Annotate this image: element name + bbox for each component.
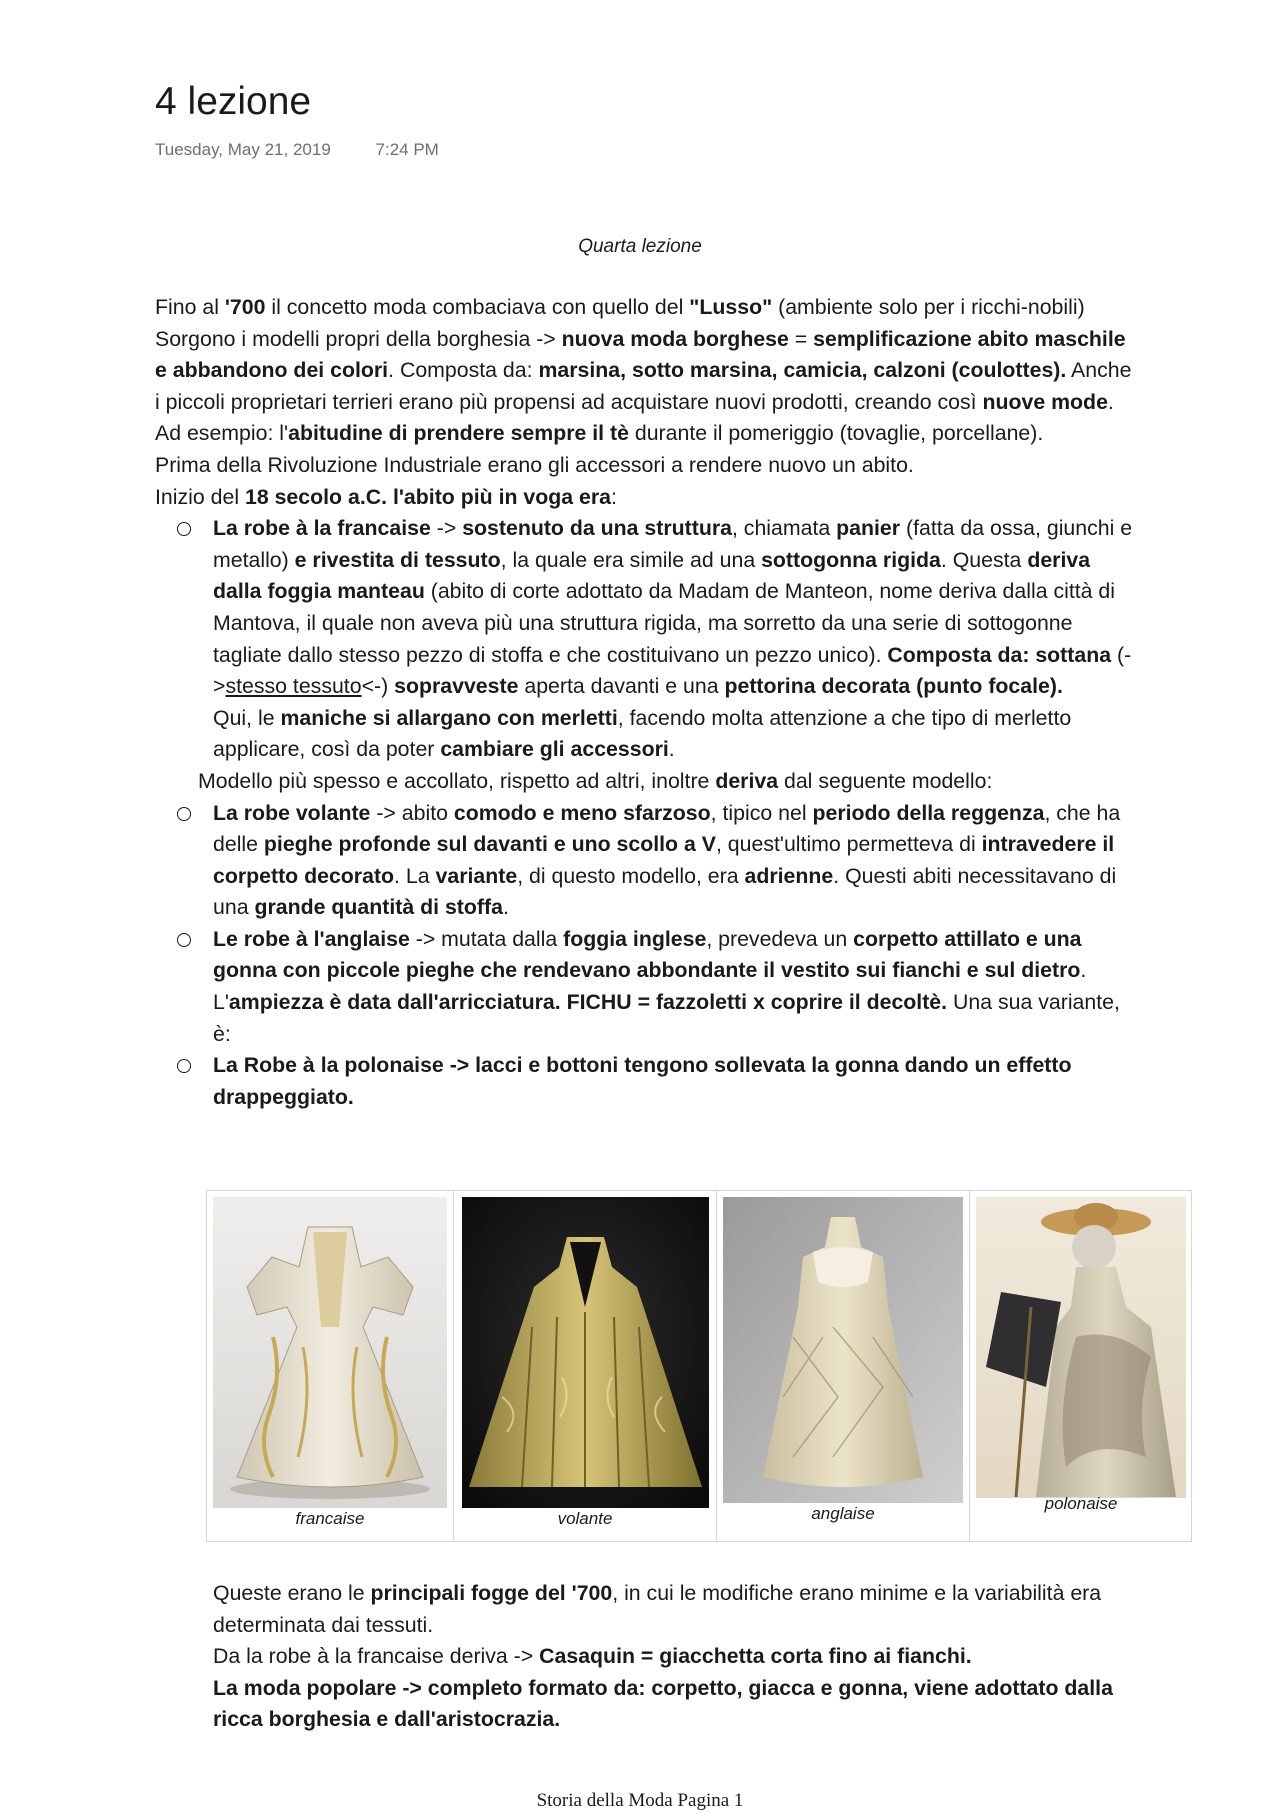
list-item-text: La robe à la francaise -> sostenuto da una struttura, chiamata panier (fatta da ossa, giunchi e metallo) e rivestita di tessuto, la quale era simile ad una sottogonna rigida. Questa deriva dalla foggia manteau (abito di corte adottato da Madam de Manteon, nome deriva dalla città di Mantova, il quale non aveva più una struttura rigida, ma sorretto da una serie di sottogonne tagliate dallo stesso pezzo di stoffa e che costituivano un pezzo unico). Composta da: sottana (->stesso tessuto<-) sopravveste aperta davanti e una pettorina decorata (punto focale). <box>213 516 1133 699</box>
list-item-volante <box>155 798 1135 924</box>
lesson-subtitle: Quarta lezione <box>578 236 702 257</box>
image-cell-polonaise <box>970 1191 1192 1541</box>
intro-paragraph: Fino al '700 il concetto moda combaciava con quello del "Lusso" (ambiente solo per i ricchi-nobili) Sorgono i modelli propri della borghesia -> nuova moda borghese = semplificazione abito maschile e abbandono dei colori. Composta da: marsina, sotto marsina, camicia, calzoni (coulottes). Anche i piccoli proprietari terrieri erano più propensi ad acquistare nuovi prodotti, creando così nuove mode. Ad esempio: l'abitudine di prendere sempre il tè durante il pomeriggio (tovaglie, porcellane). <box>155 295 1132 446</box>
anglaise-dress-photo <box>723 1197 963 1503</box>
outro-paragraph-3: La moda popolare -> completo formato da: corpetto, giacca e gonna, viene adottato dalla ricca borghesia e dall'aristocrazia. <box>213 1675 1113 1732</box>
circle-bullet-icon <box>177 1059 191 1073</box>
list-item-text: La robe volante -> abito comodo e meno sfarzoso, tipico nel periodo della reggenza, che ha delle pieghe profonde sul davanti e uno scollo a V, quest'ultimo permetteva di intravedere il corpetto decorato. La variante, di questo modello, era adrienne. Questi abiti necessitavano di una grande quantità di stoffa. <box>213 800 1121 920</box>
dress-list <box>155 798 1135 1114</box>
caption-anglaise: anglaise <box>811 1504 875 1523</box>
volante-dress-photo <box>462 1197 709 1508</box>
page-footer: Storia della Moda Pagina 1 <box>536 1790 744 1811</box>
list-item-polonaise <box>155 1050 1135 1113</box>
outro-paragraph-2: Da la robe à la francaise deriva -> Casaquin = giacchetta corta fino ai fianchi. <box>213 1644 972 1669</box>
list-item-text: Qui, le maniche si allargano con merletti, facendo molta attenzione a che tipo di merletto applicare, così da poter cambiare gli accessori. <box>213 705 1072 762</box>
list-item-francaise <box>155 513 1135 766</box>
list-item-anglaise <box>155 924 1135 1050</box>
caption-polonaise: polonaise <box>1044 1494 1118 1513</box>
image-cell-francaise <box>207 1191 454 1541</box>
between-paragraph: Modello più spesso e accollato, rispetto ad altri, inoltre deriva dal seguente modello: <box>198 768 993 793</box>
dress-image-table <box>206 1190 1192 1542</box>
intro-paragraph-2: Prima della Rivoluzione Industriale erano gli accessori a rendere nuovo un abito. <box>155 452 914 477</box>
note-date: Tuesday, May 21, 2019 <box>155 140 331 159</box>
francaise-dress-photo <box>213 1197 447 1508</box>
note-body <box>155 292 1135 1113</box>
outro-paragraph: Queste erano le principali fogge del '700, in cui le modifiche erano minime e la variabilità era determinata dai tessuti. <box>213 1581 1102 1637</box>
image-cell-volante <box>454 1191 717 1541</box>
page-title: 4 lezione <box>155 80 312 123</box>
circle-bullet-icon <box>177 933 191 947</box>
circle-bullet-icon <box>177 807 191 821</box>
dress-list <box>155 513 1135 766</box>
circle-bullet-icon <box>177 522 191 536</box>
note-time: 7:24 PM <box>375 140 439 159</box>
caption-volante: volante <box>557 1509 613 1528</box>
caption-francaise: francaise <box>295 1509 365 1528</box>
note-meta <box>155 140 439 160</box>
polonaise-dress-photo <box>976 1197 1186 1498</box>
closing-notes <box>213 1578 1153 1736</box>
image-cell-anglaise <box>717 1191 970 1541</box>
list-item-text: Le robe à l'anglaise -> mutata dalla foggia inglese, prevedeva un corpetto attillato e una gonna con piccole pieghe che rendevano abbondante il vestito sui fianchi e sul dietro. L'ampiezza è data dall'arricciatura. FICHU = fazzoletti x coprire il decoltè. Una sua variante, è: <box>213 926 1120 1046</box>
list-item-text: La Robe à la polonaise -> lacci e bottoni tengono sollevata la gonna dando un effetto drappeggiato. <box>213 1053 1072 1109</box>
intro-paragraph-3: Inizio del 18 secolo a.C. l'abito più in voga era: <box>155 484 617 509</box>
